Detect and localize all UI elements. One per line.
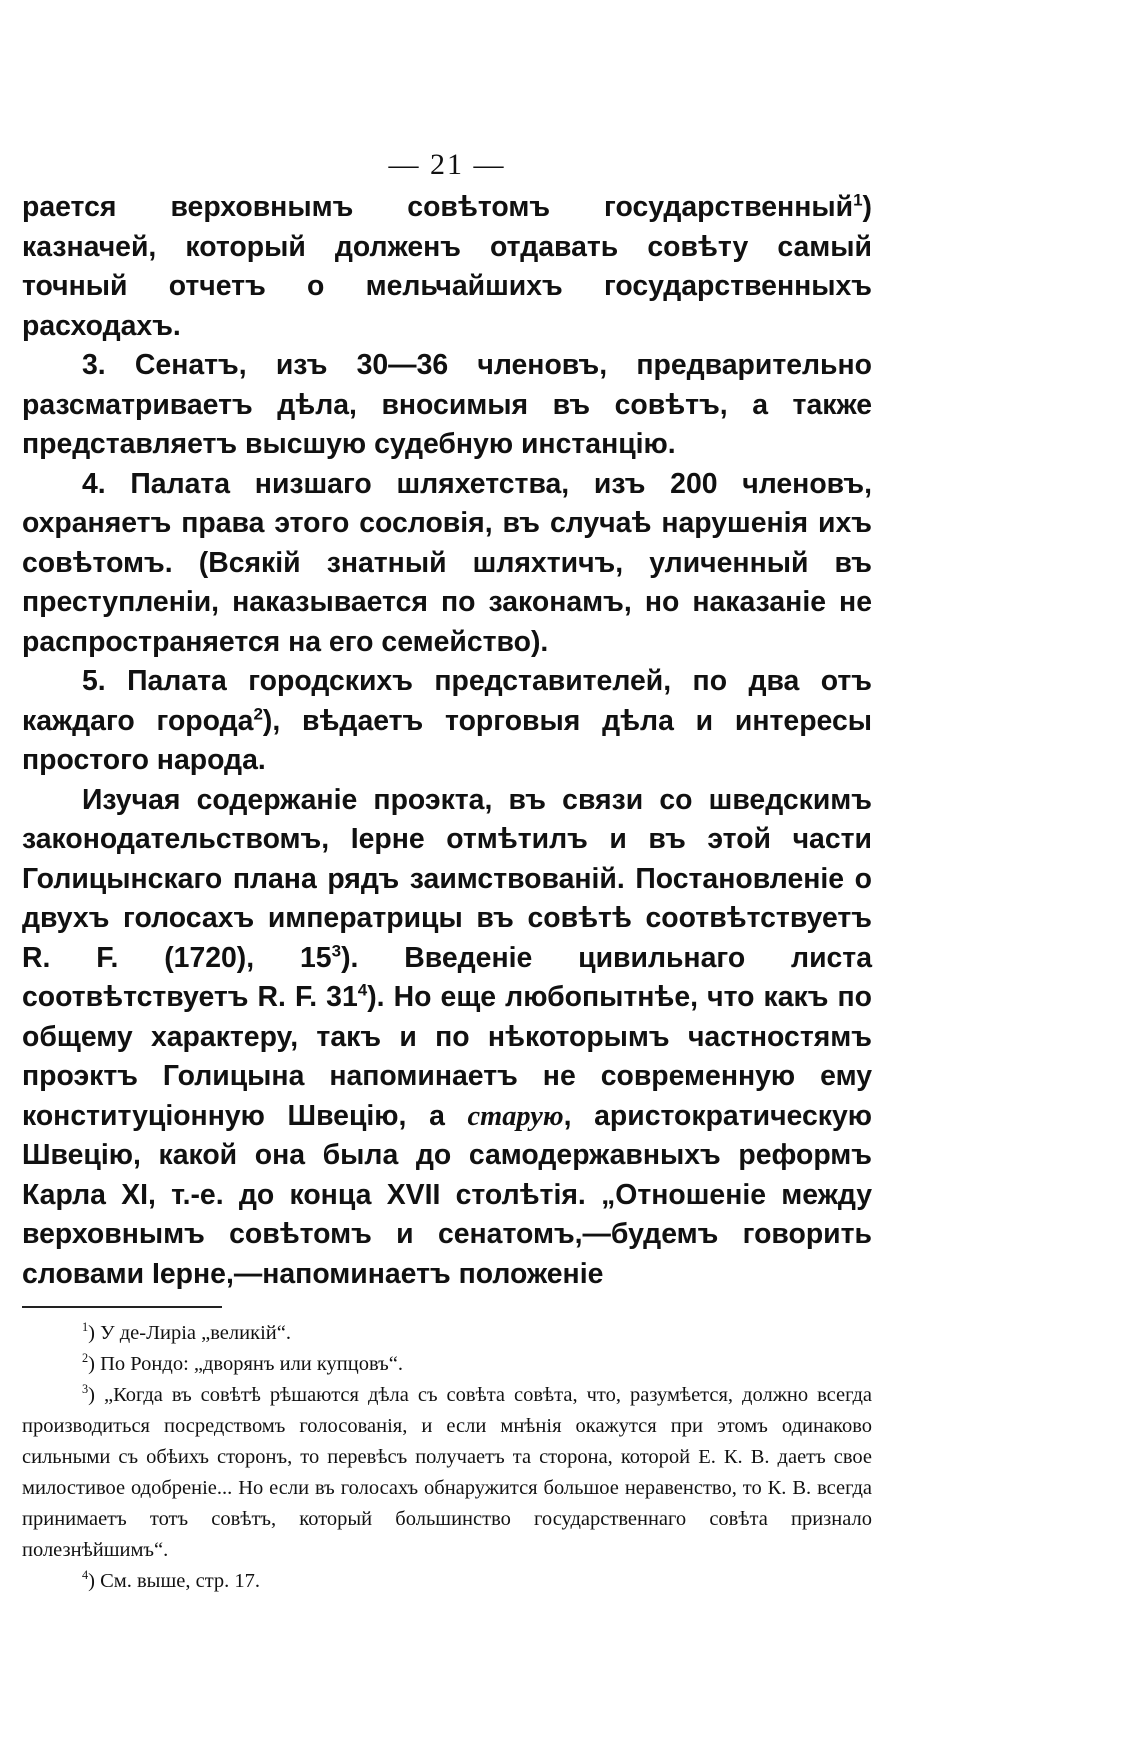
footnote-1: $^1$) У де-Лиріа „великій“. bbox=[82, 1320, 291, 1344]
footnote-2: $^2$) По Рондо: „дворянъ или купцовъ“. bbox=[82, 1351, 403, 1375]
footnote-divider bbox=[22, 1306, 222, 1308]
footnote-ref-2: 2 bbox=[253, 704, 263, 724]
book-page bbox=[22, 148, 872, 1597]
footnote-3: $^3$) „Когда въ совѣтѣ рѣшаются дѣла съ совѣта совѣта, что, разумѣется, должно всегда производиться посредствомъ голосованія, и если мнѣнія окажутся при этомъ одинаково сильными съ обѣихъ сторонъ, то перевѣсъ получаетъ та сторона, которой Е. К. В. даетъ свое милостивое одобреніе... Но если въ голосахъ обнаружится большое неравенство, то К. В. всегда принимаетъ тотъ совѣтъ, который большинство государственнаго совѣта признало полезнѣйшимъ“. bbox=[22, 1382, 872, 1561]
footnotes bbox=[22, 1318, 872, 1597]
paragraph-3: 4. Палата низшаго шляхетства, изъ 200 членовъ, охраняетъ права этого сословія, въ случаѣ нарушенія ихъ совѣтомъ. (Всякій знатный шляхтичъ, уличенный въ преступленіи, наказывается по законамъ, но наказаніе не распространяется на его семейство). bbox=[22, 467, 872, 658]
paragraph-4: 5. Палата городскихъ представителей, по два отъ каждаго города$^2$), вѣдаетъ торговыя дѣла и интересы простого народа. bbox=[22, 665, 872, 776]
paragraph-5: Изучая содержаніе проэкта, въ связи со шведскимъ законодательствомъ, Іерне отмѣтилъ и въ этой части Голицынскаго плана рядъ заимствованій. Постановленіе о двухъ голосахъ императрицы въ совѣтѣ соотвѣтствуетъ R. F. (1720), $15^3$). Введеніе цивильнаго листа соотвѣтствуетъ R. F. $31^4$). Но еще любопытнѣе, что какъ по общему характеру, такъ и по нѣкоторымъ частностямъ проэктъ Голицына напоминаетъ не современную ему конституціонную Швецію, а старую, аристократическую Швецію, какой она была до самодержавныхъ реформъ Карла XI, т.-е. до конца XVII столѣтія. „Отношеніе между верховнымъ совѣтомъ и сенатомъ,—будемъ говорить словами Іерне,—напоминаетъ положеніе bbox=[22, 783, 873, 1290]
footnote-ref-1: 1 bbox=[853, 190, 863, 210]
paragraph-1: рается верховнымъ совѣтомъ государственный$^1$) казначей, который долженъ отдавать совѣту самый точный отчетъ о мельчайшихъ государственныхъ расходахъ. bbox=[22, 190, 872, 342]
footnote-4: $^4$) См. выше, стр. 17. bbox=[82, 1568, 261, 1592]
footnote-ref-3: 3 bbox=[331, 941, 342, 961]
main-text bbox=[22, 188, 872, 1294]
page-number: — 21 — bbox=[388, 148, 506, 181]
footnote-ref-4: 4 bbox=[357, 980, 368, 1000]
paragraph-2: 3. Сенатъ, изъ 30—36 членовъ, предварительно разсматриваетъ дѣла, вносимыя въ совѣтъ, а также представляетъ высшую судебную инстанцію. bbox=[22, 349, 872, 460]
emphasis-word: старую bbox=[467, 1100, 564, 1132]
